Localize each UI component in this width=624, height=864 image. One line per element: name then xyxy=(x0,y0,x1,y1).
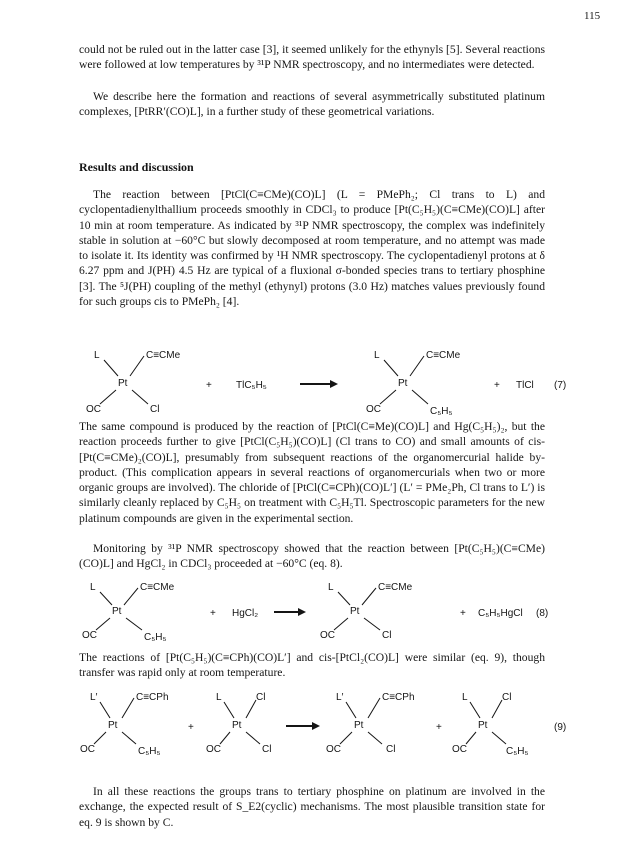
ligand-label: L xyxy=(328,582,334,593)
paragraph-organomercurial: The same compound is produced by the reaction of [PtCl(C≡Me)(CO)L] and Hg(C₅H₅)₂, but the reaction proceeds further to give [PtCl(C₅H₅)(CO)L] (Cl trans to CO) and small amounts of cis-[Pt(C≡CMe)₂(CO)L], presumably from subsequent reactions of the organomercurial halide by-product. (This complication appears in several reactions of organomercurials when two or more organic groups are involved). The chloride of [PtCl(C≡CPh)(CO)L′] (L′ = PMe₂Ph, Cl trans to L′) is similarly cleanly replaced by C₅H₅ on treatment with C₅H₅Tl. Spectroscopic parameters for the new platinum compounds are given in the experimental section. xyxy=(79,420,545,525)
paragraph-eq9-intro: The reactions of [Pt(C₅H₅)(C≡CPh)(CO)L′] and cis-[PtCl₂(CO)L] were similar (eq. 9), though transfer was rapid only at room temperature. xyxy=(79,651,545,680)
ligand-label: OC xyxy=(326,744,341,755)
plus-sign: + xyxy=(188,722,194,733)
ligand-label: Cl xyxy=(150,404,160,415)
arrow-head xyxy=(298,608,306,616)
ligand-label: C₅H₅ xyxy=(144,632,167,643)
ligand-label: Cl xyxy=(502,692,512,703)
ligand-label: L xyxy=(90,582,96,593)
eq8-product-complex xyxy=(320,582,413,641)
plus-sign: + xyxy=(206,380,212,391)
eq8-drawing xyxy=(60,576,580,648)
scheme-eq7 xyxy=(60,344,580,418)
equation-number: (7) xyxy=(554,380,567,391)
metal-label: Pt xyxy=(112,606,122,617)
ligand-label: C≡CPh xyxy=(382,692,415,703)
ligand-label: L′ xyxy=(90,692,98,703)
plus-sign: + xyxy=(436,722,442,733)
ligand-label: OC xyxy=(86,404,101,415)
ligand-label: C₅H₅ xyxy=(138,746,161,757)
ligand-label: L xyxy=(216,692,222,703)
equation-number: (9) xyxy=(554,722,567,733)
eq7-reactant-complex xyxy=(86,350,181,415)
ligand-label: C≡CPh xyxy=(136,692,169,703)
ligand-label: C₅H₅ xyxy=(506,746,529,757)
ligand-label: OC xyxy=(80,744,95,755)
arrow-head xyxy=(330,380,338,388)
paragraph-conclusion: In all these reactions the groups trans to tertiary phosphine on platinum are involved in the exchange, the expected result of S_E2(cyclic) mechanisms. The most plausible transition state for eq. 9 is shown by C. xyxy=(79,785,545,829)
ligand-label: Cl xyxy=(386,744,396,755)
page-number: 115 xyxy=(584,10,601,22)
eq9-reactant-1 xyxy=(80,692,169,757)
eq9-product-1 xyxy=(326,692,415,755)
ligand-label: Cl xyxy=(382,630,392,641)
scheme-eq9 xyxy=(60,686,580,762)
byproduct-label: TlCl xyxy=(516,380,534,391)
reagent-label: HgCl₂ xyxy=(232,608,259,619)
equation-number: (8) xyxy=(536,608,549,619)
metal-label: Pt xyxy=(350,606,360,617)
reagent-label: TlC₅H₅ xyxy=(236,380,267,391)
ligand-label: C₅H₅ xyxy=(430,406,453,417)
ligand-label: L′ xyxy=(336,692,344,703)
paragraph-monitoring: Monitoring by ³¹P NMR spectroscopy showed that the reaction between [Pt(C₅H₅)(C≡CMe)(CO)L] and HgCl₂ in CDCl₃ proceeded at −60°C (eq. 8). xyxy=(79,542,545,571)
scheme-eq8 xyxy=(60,576,580,648)
metal-label: Pt xyxy=(118,378,128,389)
section-heading: Results and discussion xyxy=(79,160,194,174)
ligand-label: OC xyxy=(452,744,467,755)
ligand-label: OC xyxy=(206,744,221,755)
ligand-label: L xyxy=(374,350,380,361)
ligand-label: OC xyxy=(366,404,381,415)
eq9-drawing xyxy=(60,686,580,762)
plus-sign: + xyxy=(210,608,216,619)
ligand-label: C≡CMe xyxy=(378,582,413,593)
paragraph-continuation: could not be ruled out in the latter case [3], it seemed unlikely for the ethynyls [5]. Several reactions were followed at low temperatures by ³¹P NMR spectroscopy, and no intermediates were detected. xyxy=(79,43,545,72)
ligand-label: C≡CMe xyxy=(140,582,175,593)
metal-label: Pt xyxy=(232,720,242,731)
ligand-label: C≡CMe xyxy=(146,350,181,361)
arrow-head xyxy=(312,722,320,730)
eq9-reactant-2 xyxy=(206,692,271,755)
ligand-label: OC xyxy=(320,630,335,641)
eq7-product-complex xyxy=(366,350,461,417)
metal-label: Pt xyxy=(354,720,364,731)
ligand-label: Cl xyxy=(256,692,266,703)
plus-sign: + xyxy=(494,380,500,391)
byproduct-label: C₅H₅HgCl xyxy=(478,608,523,619)
ligand-label: C≡CMe xyxy=(426,350,461,361)
eq9-product-2 xyxy=(452,692,529,757)
eq8-reactant-complex xyxy=(82,582,175,643)
eq7-drawing xyxy=(60,344,580,418)
ligand-label: Cl xyxy=(262,744,272,755)
metal-label: Pt xyxy=(478,720,488,731)
metal-label: Pt xyxy=(108,720,118,731)
paragraph-reaction-cp: The reaction between [PtCl(C≡CMe)(CO)L] (L = PMePh₂; Cl trans to L) and cyclopentadienylthallium proceeds smoothly in CDCl₃ to produce [Pt(C₅H₅)(C≡CMe)(CO)L] after 10 min at room temperature. As indicated by ³¹P NMR spectroscopy, the complex was indefinitely stable in solution at −60°C but slowly decomposed at room temperature, and no attempt was made to isolate it. Its identity was confirmed by ¹H NMR spectroscopy. The cyclopentadienyl protons at δ 6.27 ppm and J(PH) 4.5 Hz are typical of a fluxional σ-bonded species trans to tertiary phosphine [3]. The ⁵J(PH) coupling of the methyl (ethynyl) protons (3.0 Hz) matches values previously found for such groups cis to PMePh₂ [4]. xyxy=(79,188,545,309)
paragraph-intro: We describe here the formation and reactions of several asymmetrically substituted platinum complexes, [PtRR′(CO)L], in a further study of these geometrical variations. xyxy=(79,90,545,119)
ligand-label: L xyxy=(462,692,468,703)
ligand-label: L xyxy=(94,350,100,361)
metal-label: Pt xyxy=(398,378,408,389)
plus-sign: + xyxy=(460,608,466,619)
ligand-label: OC xyxy=(82,630,97,641)
